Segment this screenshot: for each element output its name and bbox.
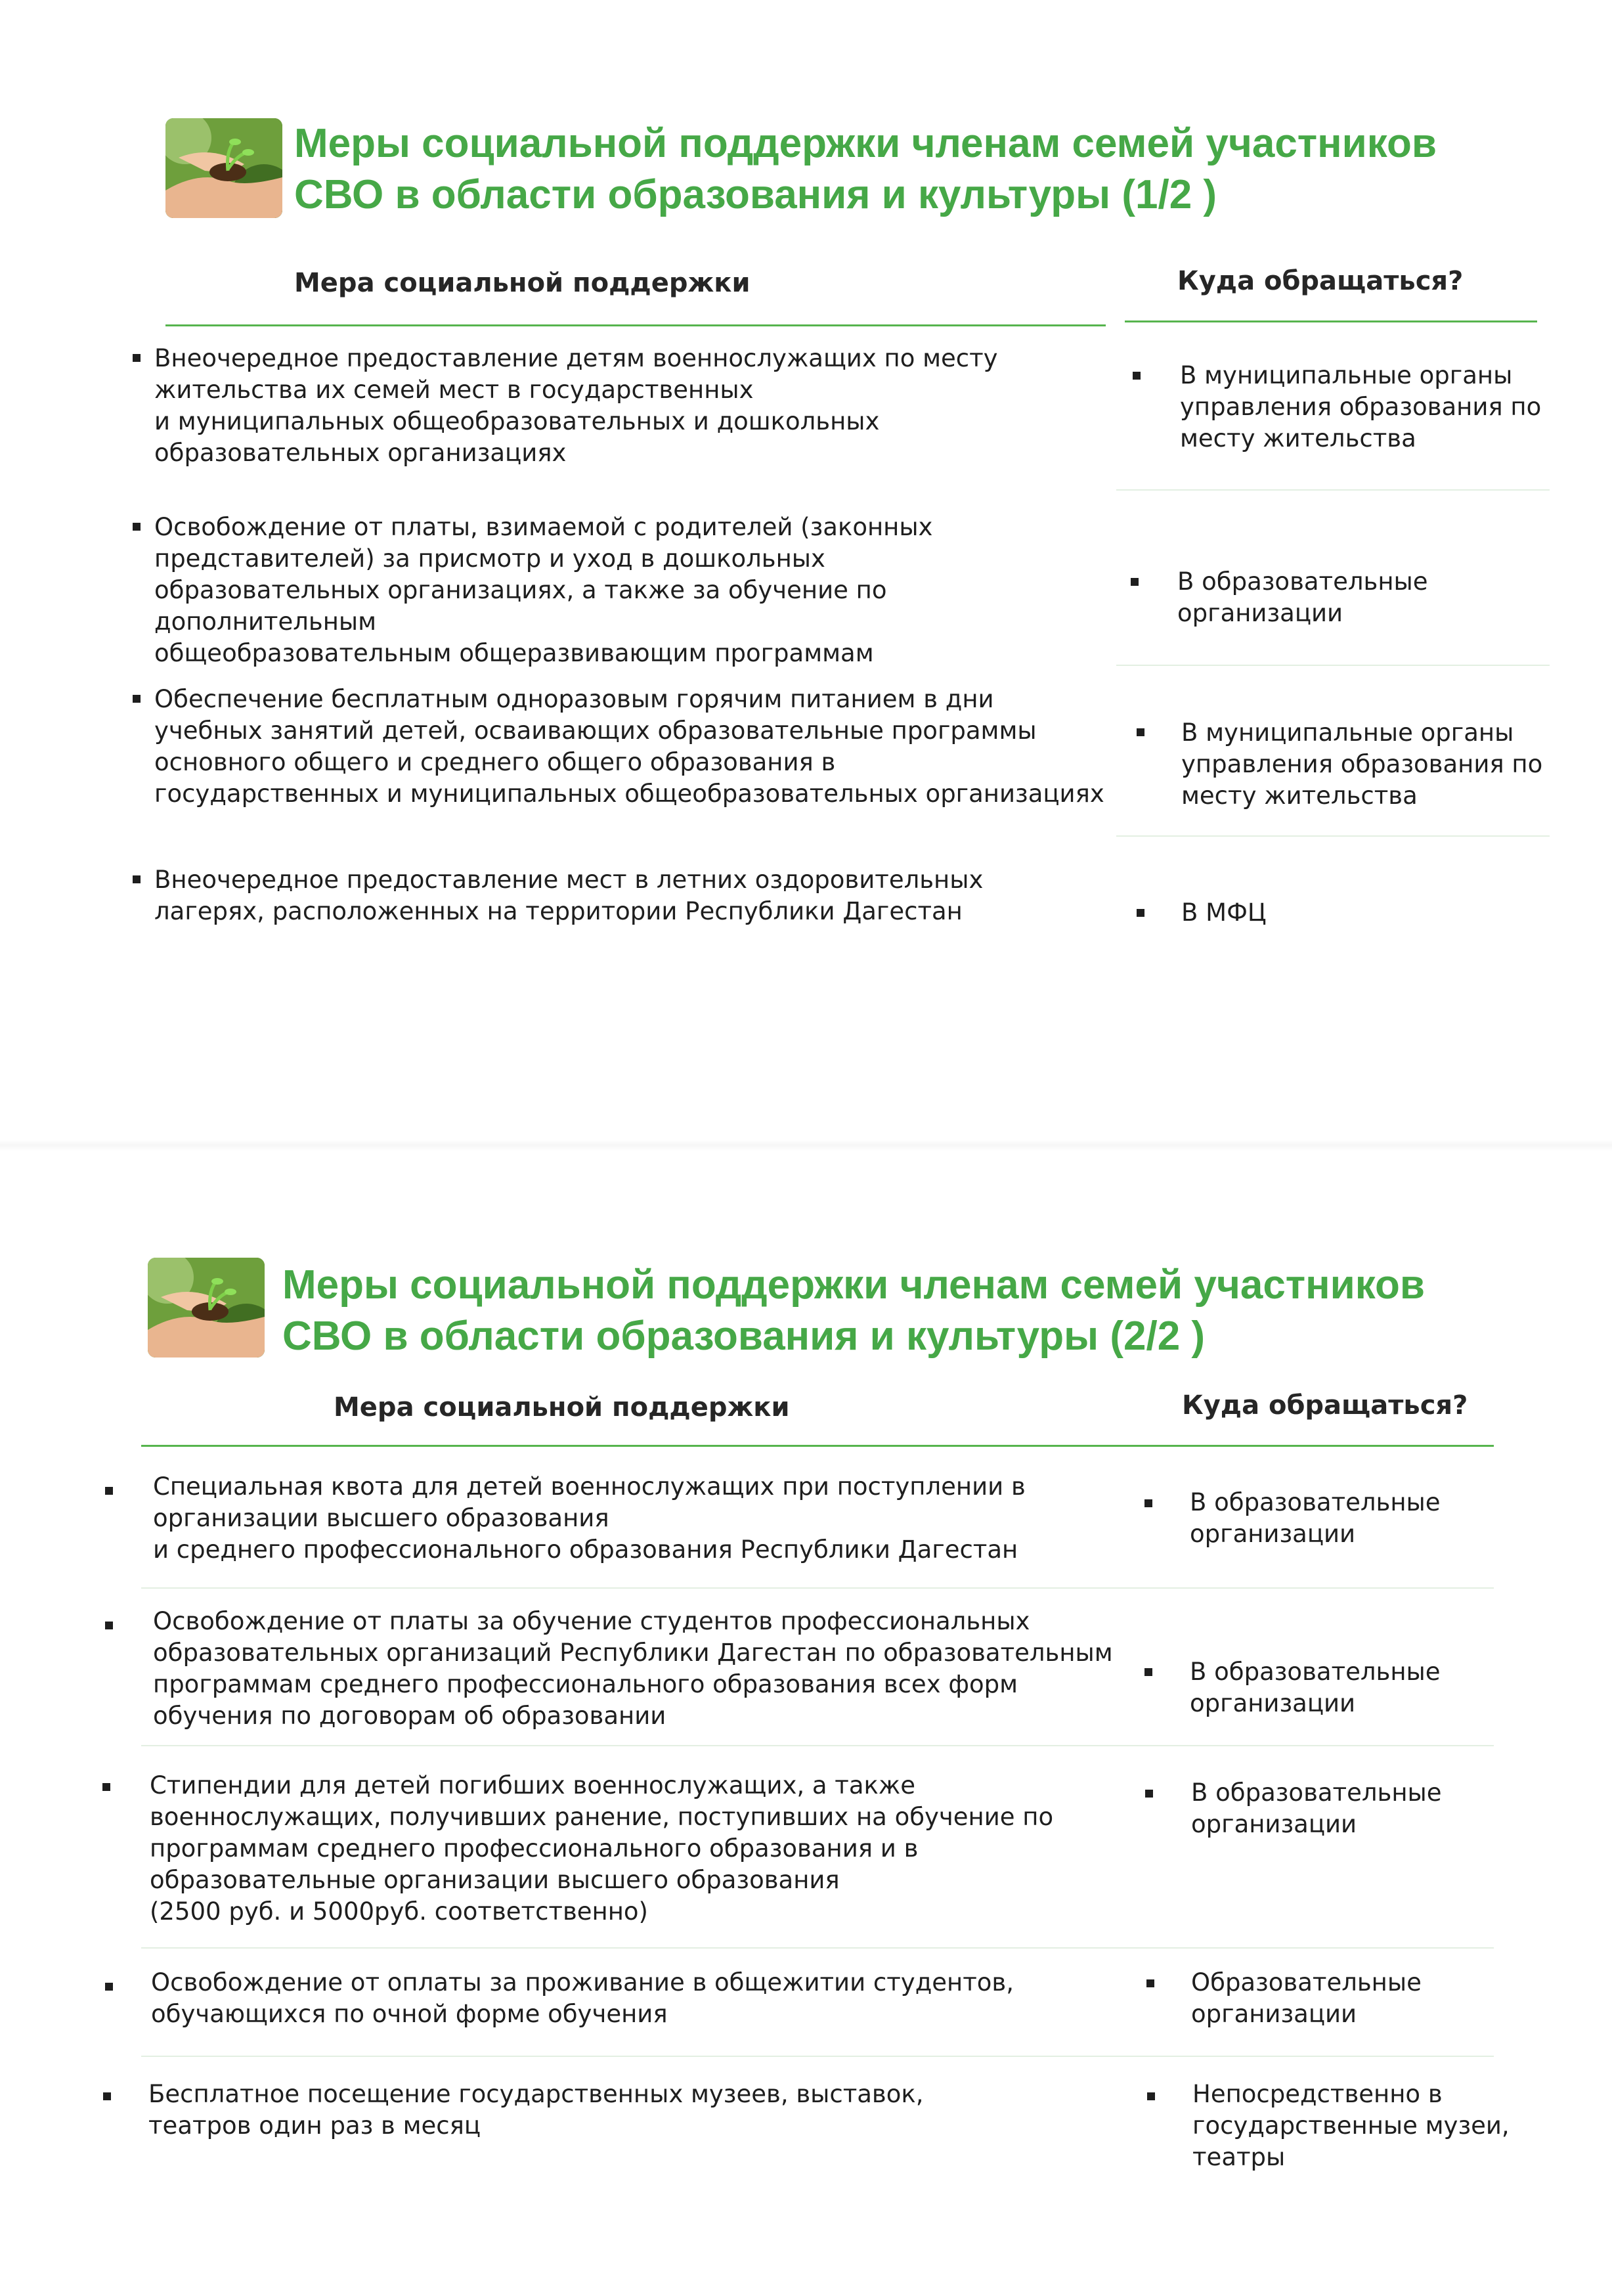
row-separator <box>141 1745 1494 1746</box>
header-rule <box>141 1445 1494 1447</box>
where-item: В муниципальные органы управления образования по месту жительства <box>1180 361 1542 453</box>
bullet-icon <box>102 1783 110 1791</box>
measure-item: Внеочередное предоставление детям военнослужащих по месту жительства их семей мест в государственных и муниципальных общеобразовательных и дошкольных образовательных организациях <box>154 344 998 467</box>
bullet-icon <box>105 1983 113 1991</box>
bullet-icon <box>133 523 141 531</box>
column-header-measure: Мера социальной поддержки <box>294 268 751 298</box>
row-separator <box>141 1587 1494 1589</box>
bullet-icon <box>1145 1790 1153 1798</box>
bullet-icon <box>103 2092 111 2100</box>
where-item: Образовательные организации <box>1191 1968 1422 2028</box>
bullet-icon <box>105 1622 113 1629</box>
where-item: В образовательные организации <box>1190 1658 1441 1717</box>
bullet-icon <box>105 1487 113 1495</box>
bullet-icon <box>1137 909 1144 917</box>
row-separator <box>1116 835 1550 837</box>
bullet-icon <box>1146 1979 1154 1987</box>
row-separator <box>1116 489 1550 491</box>
section-part-2 <box>0 1143 1612 2296</box>
row-separator <box>141 2056 1494 2057</box>
hands-plant-image <box>165 118 282 218</box>
bullet-icon <box>1147 2092 1155 2100</box>
section-part-1 <box>0 0 1612 1143</box>
row-separator <box>141 1947 1494 1949</box>
where-item: Непосредственно в государственные музеи, театры <box>1192 2080 1510 2171</box>
column-header-measure: Мера социальной поддержки <box>334 1392 790 1423</box>
bullet-icon <box>1144 1499 1152 1507</box>
title-line-2: СВО в области образования и культуры (2/2 ) <box>282 1314 1206 1359</box>
bullet-icon <box>133 354 141 362</box>
measure-item: Обеспечение бесплатным одноразовым горячим питанием в дни учебных занятий детей, осваивающих образовательные программы основного общего и среднего общего образования в государственных и муниципальных общеобразовательных организациях <box>154 685 1104 808</box>
bullet-icon <box>1133 372 1141 380</box>
bullet-icon <box>133 695 141 703</box>
where-item: В муниципальные органы управления образования по месту жительства <box>1181 718 1543 810</box>
title-line-1: Меры социальной поддержки членам семей участников <box>282 1262 1425 1308</box>
section-title <box>294 118 1437 221</box>
measure-item: Освобождение от оплаты за проживание в общежитии студентов, обучающихся по очной форме обучения <box>151 1968 1014 2028</box>
title-line-1: Меры социальной поддержки членам семей участников <box>294 121 1437 166</box>
where-item: В МФЦ <box>1181 898 1267 927</box>
where-item: В образовательные организации <box>1191 1778 1442 1838</box>
column-header-where: Куда обращаться? <box>1177 266 1464 296</box>
measure-item: Освобождение от платы за обучение студентов профессиональных образовательных организаций Республики Дагестан по образовательным программам среднего профессионального образования всех форм обучения по договорам об образовании <box>153 1607 1113 1730</box>
hands-plant-image <box>148 1258 265 1358</box>
where-item: В образовательные организации <box>1190 1488 1441 1548</box>
header-rule-measure <box>165 324 1106 326</box>
where-item: В образовательные организации <box>1177 567 1428 627</box>
section-title <box>282 1260 1425 1362</box>
measure-item: Бесплатное посещение государственных музеев, выставок, театров один раз в месяц <box>148 2080 924 2140</box>
bullet-icon <box>1144 1668 1152 1676</box>
measure-item: Стипендии для детей погибших военнослужащих, а также военнослужащих, получивших ранение, поступивших на обучение по программам среднего профессионального образования и в образовательные организации высшего образования (2500 руб. и 5000руб. соответственно) <box>150 1771 1054 1926</box>
column-header-where: Куда обращаться? <box>1182 1390 1468 1421</box>
bullet-icon <box>1131 578 1139 586</box>
measure-item: Внеочередное предоставление мест в летних оздоровительных лагерях, расположенных на территории Республики Дагестан <box>154 866 984 925</box>
row-separator <box>1116 665 1550 666</box>
measure-item: Освобождение от платы, взимаемой с родителей (законных представителей) за присмотр и уход в дошкольных образовательных организациях, а также за обучение по дополнительным общеобразовательным общеразвивающим программам <box>154 513 933 667</box>
title-line-2: СВО в области образования и культуры (1/2 ) <box>294 172 1217 217</box>
bullet-icon <box>133 875 141 883</box>
measure-item: Специальная квота для детей военнослужащих при поступлении в организации высшего образования и среднего профессионального образования Республики Дагестан <box>153 1472 1026 1564</box>
header-rule-where <box>1125 320 1537 322</box>
bullet-icon <box>1137 728 1144 736</box>
